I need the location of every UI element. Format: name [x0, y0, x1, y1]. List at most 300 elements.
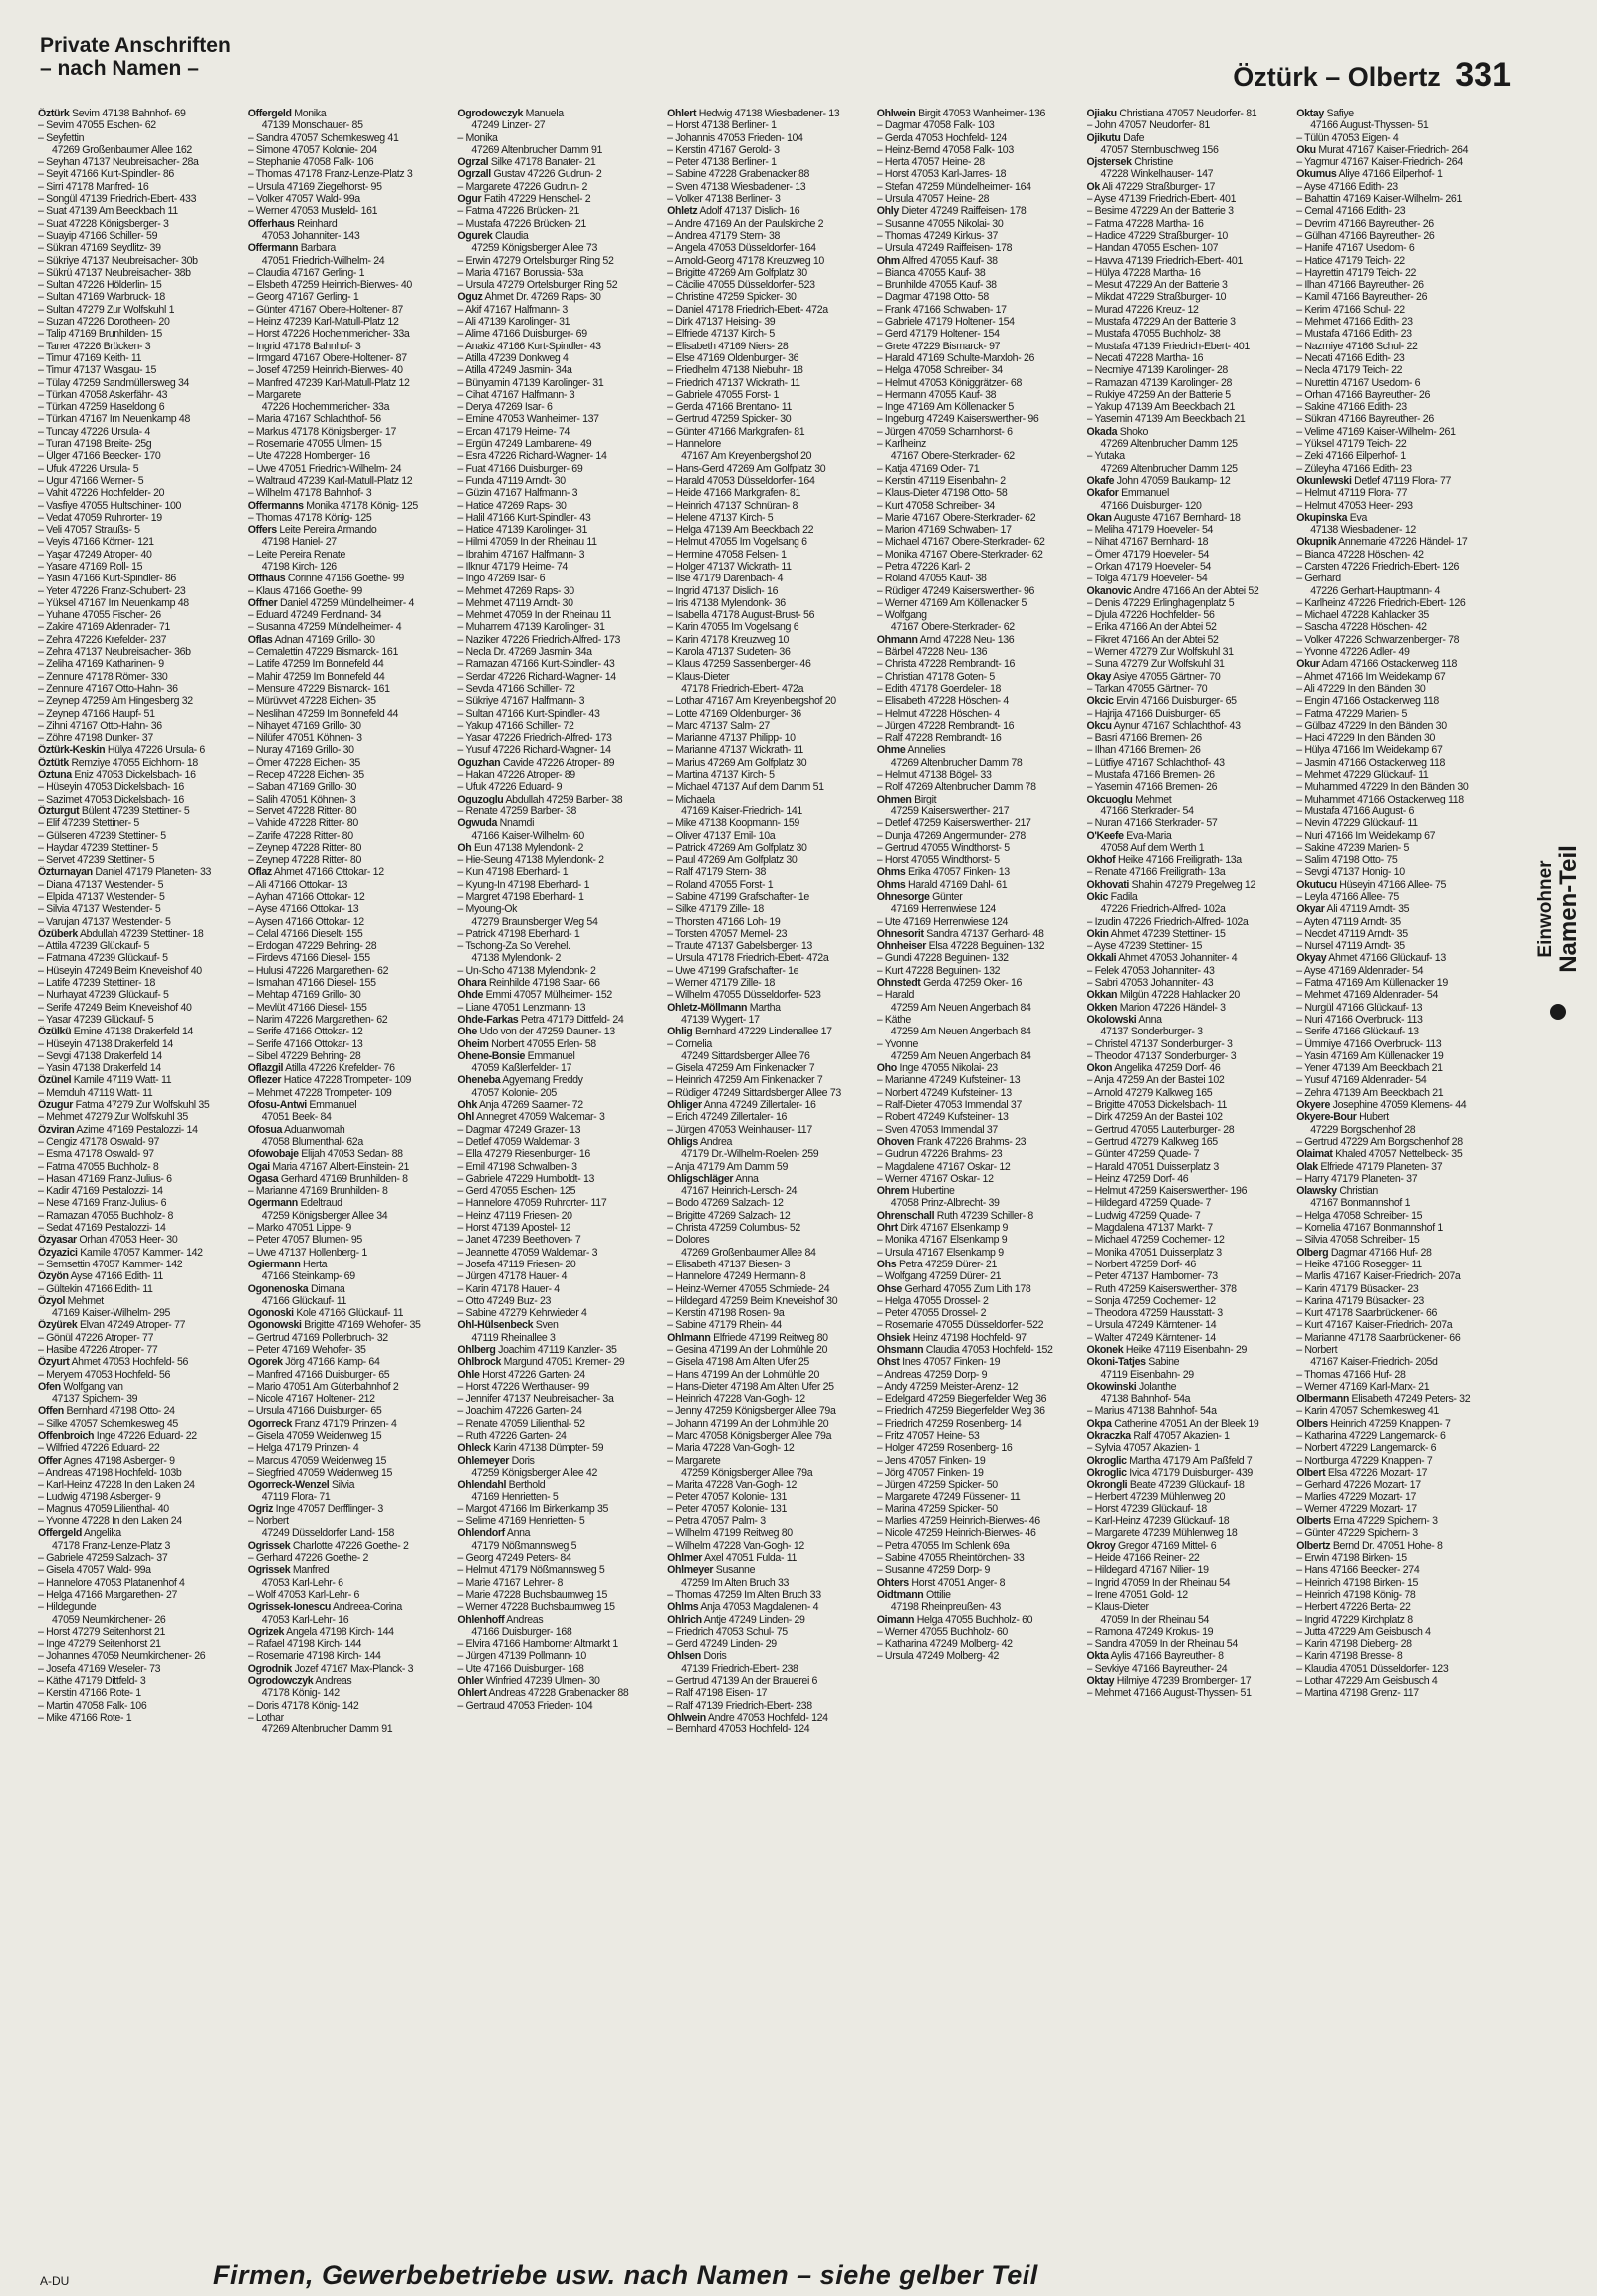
- directory-entry: – Yasemin 47139 Am Beeckbach 21: [1086, 413, 1246, 426]
- directory-entry: – Helga 47055 Drossel- 2: [876, 1294, 989, 1307]
- directory-entry: – Petra 47055 Im Schlenk 69a: [876, 1539, 1010, 1552]
- directory-entry: – Silke 47179 Zille- 18: [667, 903, 764, 916]
- directory-entry: – Ayse 47239 Stettiner- 15: [1086, 940, 1203, 953]
- directory-entry: – Marie 47167 Lehrer- 8: [457, 1576, 563, 1589]
- directory-entry: – Hasibe 47226 Atroper- 77: [38, 1343, 158, 1356]
- directory-entry: – Martina 47137 Kirch- 5: [667, 769, 775, 782]
- directory-entry: – Diana 47137 Westender- 5: [38, 878, 164, 891]
- directory-entry: Ogrissek Charlotte 47226 Goethe- 2: [247, 1539, 409, 1552]
- directory-entry: – Otto 47249 Buz- 23: [457, 1294, 552, 1307]
- directory-entry: – Vahit 47226 Hochfelder- 20: [38, 487, 165, 500]
- directory-entry: Öztürk-Keskin Hülya 47226 Ursula- 6: [38, 744, 205, 757]
- directory-entry: – Else 47169 Oldenburger- 36: [667, 351, 799, 364]
- directory-entry: – Nurgül 47166 Glückauf- 13: [1296, 1001, 1423, 1014]
- directory-entry: – Heide 47166 Reiner- 22: [1086, 1552, 1200, 1565]
- directory-entry: – Heide 47166 Markgrafen- 81: [667, 487, 800, 500]
- directory-entry: Oguz Ahmet Dr. 47269 Raps- 30: [457, 291, 601, 304]
- directory-entry: – Hülya 47228 Martha- 16: [1086, 266, 1201, 279]
- directory-entry: – Nuri 47166 Im Weidekamp 67: [1296, 829, 1436, 842]
- directory-entry: – Klaudia 47051 Düsseldorfer- 123: [1296, 1662, 1449, 1675]
- directory-entry: Ogrodowczyk Manuela: [457, 108, 564, 119]
- directory-entry: – Helmut 47259 Kaiserswerther- 196: [1086, 1185, 1248, 1198]
- directory-entry: 47058 Prinz-Albrecht- 39: [890, 1197, 1000, 1210]
- directory-entry: Özyol Mehmet: [38, 1294, 104, 1307]
- directory-entry: – Margarete 47249 Füssener- 11: [876, 1491, 1021, 1503]
- directory-entry: Ohlendorf Anna: [457, 1527, 531, 1540]
- directory-entry: – Jürgen 47228 Rembrandt- 16: [876, 719, 1015, 732]
- directory-entry: Oh Eun 47138 Mylendonk- 2: [457, 841, 584, 854]
- directory-entry: – Holger 47259 Rosenberg- 16: [876, 1442, 1013, 1455]
- directory-entry: – Roland 47055 Kauf- 38: [876, 573, 987, 585]
- directory-entry: – Hans-Dieter 47198 Am Alten Ufer 25: [667, 1380, 834, 1393]
- directory-entry: – Mike 47138 Koopmann- 159: [667, 817, 799, 830]
- directory-entry: Ohrt Dirk 47167 Elsenkamp 9: [876, 1222, 1009, 1235]
- directory-entry: – Norbert: [1296, 1343, 1338, 1356]
- directory-entry: Ogermann Edeltraud: [247, 1197, 342, 1210]
- directory-entry: Oflezer Hatice 47228 Trompeter- 109: [247, 1074, 412, 1087]
- directory-entry: – Eduard 47249 Ferdinand- 34: [247, 609, 382, 622]
- directory-entry: – Werner 47229 Mozart- 17: [1296, 1502, 1417, 1515]
- directory-entry: 47137 Spichern- 39: [52, 1393, 138, 1406]
- directory-entry: – Ömer 47179 Hoeveler- 54: [1086, 548, 1210, 561]
- directory-entry: 47259 Königsberger Allee 42: [471, 1466, 597, 1479]
- directory-entry: Ohrenschall Ruth 47239 Schiller- 8: [876, 1209, 1033, 1222]
- directory-entry: Ogorek Jörg 47166 Kamp- 64: [247, 1356, 380, 1369]
- directory-entry: Okcic Ervin 47166 Duisburger- 65: [1086, 695, 1237, 708]
- directory-entry: – Ayse 47139 Friedrich-Ebert- 401: [1086, 193, 1237, 206]
- directory-entry: Okur Adam 47166 Ostackerweg 118: [1296, 658, 1458, 671]
- directory-entry: – Maria 47167 Borussia- 53a: [457, 266, 583, 279]
- directory-entry: – Katja 47169 Oder- 71: [876, 462, 980, 475]
- directory-entry: – Celal 47166 Dieselt- 155: [247, 927, 363, 940]
- directory-entry: – Yusuf 47169 Aldenrader- 54: [1296, 1074, 1427, 1087]
- directory-entry: – Inge 47169 Am Köllenacker 5: [876, 401, 1014, 414]
- side-tab-line2: Namen-Teil: [1555, 845, 1582, 973]
- directory-entry: – Anja 47259 An der Bastei 102: [1086, 1074, 1225, 1087]
- directory-entry: Özyasar Orhan 47053 Heer- 30: [38, 1234, 178, 1247]
- directory-entry: – Sabine 47228 Grabenacker 88: [667, 168, 810, 181]
- directory-entry: Ohler Winfried 47239 Ulmen- 30: [457, 1675, 600, 1687]
- directory-entry: – Dolores: [667, 1234, 710, 1247]
- directory-entry: 47053 Johanniter- 143: [261, 229, 360, 242]
- directory-entry: – Martina 47198 Grenz- 117: [1296, 1687, 1419, 1700]
- directory-entry: Ojstersek Christine: [1086, 156, 1173, 169]
- directory-entry: – Hüseyin 47138 Drakerfeld 14: [38, 1037, 173, 1050]
- directory-entry: Ogrzall Gustav 47226 Gudrun- 2: [457, 168, 602, 181]
- directory-entry: – Margarete: [247, 388, 301, 401]
- directory-entry: – Torsten 47057 Memel- 23: [667, 927, 788, 940]
- directory-entry: – Narim 47226 Margarethen- 62: [247, 1013, 388, 1026]
- directory-entry: – Rüdiger 47249 Sittardsberger Allee 73: [667, 1086, 841, 1099]
- directory-entry: Ohly Dieter 47249 Raiffeisen- 178: [876, 205, 1027, 218]
- directory-entry: Ohrem Hubertine: [876, 1185, 955, 1198]
- directory-entry: – Nihayet 47169 Grillo- 30: [247, 719, 361, 732]
- directory-entry: – Ergün 47249 Lambarene- 49: [457, 438, 592, 451]
- directory-entry: – Suat 47139 Am Beeckbach 11: [38, 205, 178, 218]
- directory-entry: Okafor Emmanuel: [1086, 487, 1169, 500]
- directory-entry: – Izudin 47226 Friedrich-Alfred- 102a: [1086, 915, 1249, 928]
- directory-entry: 47259 Im Alten Bruch 33: [681, 1576, 790, 1589]
- directory-entry: – Bianca 47055 Kauf- 38: [876, 266, 986, 279]
- directory-entry: – Jasmin 47166 Ostackerweg 118: [1296, 756, 1446, 769]
- directory-entry: – Klaus 47166 Goethe- 99: [247, 584, 362, 597]
- directory-entry: – Karin 47055 Im Vogelsang 6: [667, 621, 799, 634]
- directory-entry: – Ludwig 47259 Quade- 7: [1086, 1209, 1201, 1222]
- directory-entry: Ohst Ines 47057 Finken- 19: [876, 1356, 1001, 1369]
- directory-entry: – Lothar 47167 Am Kreyenbergshof 20: [667, 695, 836, 708]
- directory-entry: – Rüdiger 47249 Kaiserswerther- 96: [876, 584, 1035, 597]
- directory-entry: – Harald: [876, 989, 915, 1002]
- directory-entry: – Attila 47239 Glückauf- 5: [38, 940, 150, 953]
- directory-entry: – Christa 47259 Columbus- 52: [667, 1222, 800, 1235]
- directory-entry: Ojikutu Dafe: [1086, 131, 1145, 144]
- directory-entry: – Zehra 47139 Am Beeckbach 21: [1296, 1086, 1444, 1099]
- directory-entry: – Nilüfer 47051 Köhnen- 3: [247, 732, 362, 745]
- directory-entry: Ohnheiser Elsa 47228 Beguinen- 132: [876, 940, 1045, 953]
- directory-column: [1087, 108, 1298, 2263]
- directory-entry: – Helmut 47179 Nößmannsweg 5: [457, 1564, 605, 1577]
- directory-entry: – Mehmet 47229 Glückauf- 11: [1296, 769, 1429, 782]
- directory-entry: – Orhan 47166 Bayreuther- 26: [1296, 388, 1431, 401]
- directory-entry: Ogrissek-Ionescu Andreea-Corina: [247, 1601, 402, 1614]
- directory-entry: – Yeter 47226 Franz-Schubert- 23: [38, 584, 186, 597]
- directory-entry: 47167 Obere-Sterkrader- 62: [890, 621, 1015, 634]
- directory-columns: [38, 108, 1506, 2263]
- directory-entry: Özünel Kamile 47119 Watt- 11: [38, 1074, 172, 1087]
- directory-entry: Oidtmann Ottilie: [876, 1588, 951, 1601]
- directory-entry: – Elisabeth 47228 Höschen- 4: [876, 695, 1009, 708]
- directory-entry: – Ramazan 47055 Buchholz- 8: [38, 1209, 174, 1222]
- directory-entry: – Hildegunde: [38, 1601, 97, 1614]
- directory-entry: – Suna 47279 Zur Wolfskuhl 31: [1086, 658, 1225, 671]
- directory-entry: – Sultan 47279 Zur Wolfskuhl 1: [38, 303, 175, 316]
- directory-entry: 47166 Sterkrader- 54: [1100, 804, 1194, 817]
- directory-entry: – Haydar 47239 Stettiner- 5: [38, 841, 158, 854]
- directory-entry: – Kamil 47166 Bayreuther- 26: [1296, 291, 1428, 304]
- directory-entry: Okonek Heike 47119 Eisenbahn- 29: [1086, 1343, 1248, 1356]
- directory-entry: Ogwuda Nnamdi: [457, 817, 535, 830]
- directory-entry: – Kyung-In 47198 Eberhard- 1: [457, 878, 590, 891]
- directory-entry: – Taner 47226 Brücken- 3: [38, 340, 151, 352]
- directory-entry: – Werner 47169 Karl-Marx- 21: [1296, 1380, 1430, 1393]
- directory-entry: Ogriz Inge 47057 Derfflinger- 3: [247, 1502, 383, 1515]
- directory-entry: – Dagmar 47249 Grazer- 13: [457, 1123, 581, 1136]
- directory-entry: 47169 Herrenwiese 124: [890, 903, 996, 916]
- directory-entry: – Mahir 47259 Im Bonnefeld 44: [247, 670, 385, 683]
- directory-entry: – Kerim 47166 Schul- 22: [1296, 303, 1405, 316]
- directory-entry: – Gabriele 47229 Humboldt- 13: [457, 1172, 595, 1185]
- directory-entry: – Elsbeth 47259 Heinrich-Bierwes- 40: [247, 279, 412, 292]
- directory-column: [877, 108, 1088, 2263]
- directory-entry: – Fikret 47166 An der Abtei 52: [1086, 633, 1219, 646]
- directory-entry: Okanovic Andre 47166 An der Abtei 52: [1086, 584, 1259, 597]
- directory-entry: – Yasin 47138 Drakerfeld 14: [38, 1062, 161, 1075]
- directory-entry: – Funda 47119 Arndt- 30: [457, 474, 566, 487]
- directory-entry: Ohnstedt Gerda 47259 Oker- 16: [876, 977, 1023, 990]
- directory-entry: 47119 Flora- 71: [261, 1491, 331, 1503]
- directory-entry: – Necla Dr. 47269 Jasmin- 34a: [457, 646, 592, 659]
- directory-entry: – Salih 47051 Köhnen- 3: [247, 793, 356, 805]
- directory-entry: – Ufuk 47226 Ursula- 5: [38, 462, 139, 475]
- directory-entry: – Helmut 47228 Höschen- 4: [876, 707, 1000, 720]
- directory-entry: – Isabella 47178 August-Brust- 56: [667, 609, 815, 622]
- directory-entry: – Bodo 47269 Salzach- 12: [667, 1197, 784, 1210]
- directory-entry: Offermann Barbara: [247, 242, 336, 255]
- directory-entry: Okyar Ali 47119 Arndt- 35: [1296, 903, 1410, 916]
- directory-entry: – Heinz 47259 Dorf- 46: [1086, 1172, 1189, 1185]
- directory-entry: Offerhaus Reinhard: [247, 217, 338, 230]
- directory-entry: – Heinrich 47228 Van-Gogh- 12: [667, 1393, 805, 1406]
- directory-entry: – Petra 47226 Karl- 2: [876, 560, 971, 573]
- directory-entry: Offen Bernhard 47198 Otto- 24: [38, 1405, 175, 1418]
- directory-entry: – Gudrun 47226 Brahms- 23: [876, 1148, 1003, 1161]
- directory-entry: – Thomas 47249 Kirkus- 37: [876, 229, 998, 242]
- directory-entry: 47169 Kaiser-Friedrich- 141: [681, 804, 802, 817]
- directory-entry: – Sükriye 47137 Neubreisacher- 30b: [38, 254, 198, 267]
- directory-entry: – Nevin 47229 Glückauf- 11: [1296, 817, 1418, 830]
- directory-entry: – Erwin 47279 Ortelsburger Ring 52: [457, 254, 614, 267]
- directory-entry: – Ursula 47166 Duisburger- 65: [247, 1405, 382, 1418]
- directory-entry: – Hermine 47058 Felsen- 1: [667, 548, 787, 561]
- directory-entry: – Gerd 47055 Eschen- 125: [457, 1185, 576, 1198]
- directory-entry: – Georg 47167 Gerling- 1: [247, 291, 359, 304]
- directory-entry: – Lotte 47169 Oldenburger- 36: [667, 707, 801, 720]
- directory-entry: – Marius 47138 Bahnhof- 54a: [1086, 1405, 1217, 1418]
- directory-entry: – Detlef 47259 Kaiserswerther- 217: [876, 817, 1031, 830]
- directory-entry: – Magnus 47059 Lilienthal- 40: [38, 1502, 169, 1515]
- directory-entry: – Thomas 47178 Franz-Lenze-Platz 3: [247, 168, 413, 181]
- directory-entry: 47178 Friedrich-Ebert- 472a: [681, 682, 804, 695]
- directory-entry: – Klaus-Dieter: [1086, 1601, 1149, 1614]
- directory-column: [248, 108, 459, 2263]
- directory-entry: – Hatice 47269 Raps- 30: [457, 499, 567, 512]
- directory-entry: – Nicole 47259 Heinrich-Bierwes- 46: [876, 1527, 1036, 1540]
- directory-entry: – Sakine 47239 Marien- 5: [1296, 841, 1410, 854]
- directory-entry: – Tülay 47259 Sandmüllersweg 34: [38, 376, 190, 389]
- directory-entry: – Jürgen 47178 Hauer- 4: [457, 1270, 568, 1283]
- directory-entry: – Werner 47279 Zur Wolfskuhl 31: [1086, 646, 1234, 659]
- directory-entry: – Ümmiye 47166 Overbruck- 113: [1296, 1037, 1442, 1050]
- directory-entry: – Sevgi 47137 Honig- 10: [1296, 866, 1405, 879]
- directory-column: [667, 108, 878, 2263]
- directory-entry: Okutucu Hüseyin 47166 Allee- 75: [1296, 878, 1447, 891]
- directory-entry: – Ludwig 47198 Asberger- 9: [38, 1491, 161, 1503]
- directory-entry: – Suzan 47226 Dorotheen- 20: [38, 316, 170, 329]
- directory-entry: – Gertrud 47259 Spicker- 30: [667, 413, 792, 426]
- directory-entry: – Lothar 47229 Am Geisbusch 4: [1296, 1675, 1438, 1687]
- directory-entry: – Andreas 47259 Dorp- 9: [876, 1368, 988, 1381]
- directory-entry: – Züleyha 47166 Edith- 23: [1296, 462, 1412, 475]
- directory-entry: Okic Fadila: [1086, 891, 1138, 903]
- directory-entry: – Zihni 47167 Otto-Hahn- 36: [38, 719, 162, 732]
- directory-entry: Özyön Ayse 47166 Edith- 11: [38, 1270, 163, 1283]
- directory-entry: – Mevlüt 47166 Diesel- 155: [247, 1001, 367, 1014]
- directory-entry: – Christa 47228 Rembrandt- 16: [876, 658, 1016, 671]
- directory-entry: – Walter 47249 Kärntener- 14: [1086, 1331, 1216, 1344]
- directory-entry: – Kurt 47058 Schreiber- 34: [876, 499, 995, 512]
- directory-entry: – Marius 47269 Am Golfplatz 30: [667, 756, 807, 769]
- directory-entry: – Petra 47057 Palm- 3: [667, 1515, 766, 1528]
- directory-entry: – Mustafa 47226 Brücken- 21: [457, 217, 586, 230]
- directory-entry: Okoni-Tatjes Sabine: [1086, 1356, 1180, 1369]
- directory-entry: – Mensure 47229 Bismarck- 161: [247, 682, 390, 695]
- directory-entry: – Salim 47198 Otto- 75: [1296, 854, 1398, 867]
- directory-entry: – Arnold-Georg 47178 Kreuzweg 10: [667, 254, 824, 267]
- directory-entry: Ohde Emmi 47057 Mülheimer- 152: [457, 989, 612, 1002]
- directory-entry: – Josefa 47119 Friesen- 20: [457, 1258, 576, 1270]
- directory-entry: – Güzin 47167 Halfmann- 3: [457, 487, 578, 500]
- directory-entry: – Monika 47167 Obere-Sterkrader- 62: [876, 548, 1043, 561]
- page-header-title: [40, 34, 231, 80]
- directory-entry: Ogorreck Franz 47179 Prinzen- 4: [247, 1417, 397, 1430]
- directory-entry: – Ayse 47169 Aldenrader- 54: [1296, 964, 1424, 977]
- directory-entry: – Helga 47179 Prinzen- 4: [247, 1442, 359, 1455]
- directory-entry: Oheim Norbert 47055 Erlen- 58: [457, 1037, 596, 1050]
- directory-entry: Offergeld Monika: [247, 108, 327, 119]
- directory-entry: – Helmut 47119 Flora- 77: [1296, 487, 1408, 500]
- directory-column: [38, 108, 249, 2263]
- directory-entry: – Ahmet 47166 Im Weidekamp 67: [1296, 670, 1446, 683]
- directory-entry: Okcu Aynur 47167 Schlachthof- 43: [1086, 719, 1241, 732]
- directory-entry: 47279 Braunsberger Weg 54: [471, 915, 598, 928]
- directory-entry: – Suat 47228 Königsberger- 3: [38, 217, 169, 230]
- directory-entry: – Hans-Gerd 47269 Am Golfplatz 30: [667, 462, 826, 475]
- directory-entry: Okan Auguste 47167 Bernhard- 18: [1086, 511, 1241, 524]
- directory-entry: Ohlert Andreas 47228 Grabenacker 88: [457, 1687, 629, 1700]
- directory-entry: – Fuat 47166 Duisburger- 69: [457, 462, 583, 475]
- directory-entry: – Basri 47166 Bremen- 26: [1086, 732, 1202, 745]
- directory-entry: Okolowski Anna: [1086, 1013, 1162, 1026]
- directory-entry: 47138 Bahnhof- 54a: [1100, 1393, 1191, 1406]
- directory-entry: – Yasin 47166 Kurt-Spindler- 86: [38, 573, 176, 585]
- directory-entry: – Theodora 47259 Hausstatt- 3: [1086, 1307, 1223, 1320]
- directory-entry: – Kerstin 47198 Rosen- 9a: [667, 1307, 785, 1320]
- directory-entry: – Turan 47198 Breite- 25g: [38, 438, 152, 451]
- directory-entry: – Kurt 47178 Saarbrückener- 66: [1296, 1307, 1438, 1320]
- directory-entry: – Iris 47138 Mylendonk- 36: [667, 596, 786, 609]
- directory-entry: – Helga 47139 Am Beeckbach 22: [667, 524, 814, 537]
- directory-entry: Ohmen Birgit: [876, 793, 937, 805]
- directory-entry: – Muharrem 47139 Karolinger- 31: [457, 621, 605, 634]
- directory-entry: – Mehtap 47169 Grillo- 30: [247, 989, 361, 1002]
- directory-entry: Offergeld Angelika: [38, 1527, 121, 1540]
- directory-entry: Öztürk Sevim 47138 Bahnhof- 69: [38, 108, 186, 119]
- directory-entry: – Semsettin 47057 Kammer- 142: [38, 1258, 183, 1270]
- directory-entry: – Muhammed 47229 In den Bänden 30: [1296, 781, 1469, 794]
- directory-entry: – Volker 47057 Wald- 99a: [247, 193, 360, 206]
- directory-entry: Okkali Ahmet 47053 Johanniter- 4: [1086, 952, 1238, 965]
- directory-entry: Olbermann Elisabeth 47249 Peters- 32: [1296, 1393, 1471, 1406]
- directory-entry: 47226 Hochemmericher- 33a: [261, 401, 390, 414]
- directory-entry: – Günter 47259 Quade- 7: [1086, 1148, 1200, 1161]
- directory-entry: – Yagmur 47167 Kaiser-Friedrich- 264: [1296, 156, 1463, 169]
- directory-entry: – Michael 47167 Obere-Sterkrader- 62: [876, 536, 1045, 549]
- directory-entry: – Zeynep 47228 Ritter- 80: [247, 841, 362, 854]
- directory-entry: 47198 Haniel- 27: [261, 536, 337, 549]
- directory-entry: – Uwe 47137 Hollenberg- 1: [247, 1246, 367, 1259]
- directory-entry: – Janet 47239 Beethoven- 7: [457, 1234, 581, 1247]
- directory-entry: 47059 Neumkirchener- 26: [52, 1613, 166, 1626]
- directory-entry: – Sevda 47166 Schiller- 72: [457, 682, 575, 695]
- directory-entry: – Seyfettin: [38, 131, 85, 144]
- directory-entry: – Leite Pereira Renate: [247, 548, 345, 561]
- directory-entry: – Ingrid 47178 Bahnhof- 3: [247, 340, 361, 352]
- directory-entry: – Johann 47199 An der Lohmühle 20: [667, 1417, 829, 1430]
- directory-entry: – Siegfried 47059 Weidenweg 15: [247, 1466, 393, 1479]
- directory-entry: – Andrea 47179 Stern- 38: [667, 229, 781, 242]
- directory-entry: – Joachim 47226 Garten- 24: [457, 1405, 582, 1418]
- directory-entry: – Gertrud 47229 Am Borgschenhof 28: [1296, 1135, 1463, 1148]
- directory-entry: – Ilknur 47179 Heime- 74: [457, 560, 568, 573]
- directory-entry: – Anja 47179 Am Damm 59: [667, 1160, 789, 1173]
- directory-entry: – Jürgen 47059 Scharnhorst- 6: [876, 425, 1013, 438]
- directory-entry: – Bahattin 47169 Kaiser-Wilhelm- 261: [1296, 193, 1463, 206]
- directory-entry: – Gönül 47226 Atroper- 77: [38, 1331, 154, 1344]
- directory-entry: Okroglic Martha 47179 Am Paßfeld 7: [1086, 1454, 1253, 1467]
- directory-entry: Özturnayan Daniel 47179 Planeten- 33: [38, 866, 212, 879]
- directory-entry: – Katharina 47249 Molberg- 42: [876, 1638, 1013, 1651]
- directory-entry: 47269 Altenbrucher Damm 91: [261, 1723, 393, 1736]
- directory-entry: – Ingrid 47059 In der Rheinau 54: [1086, 1576, 1231, 1589]
- directory-entry: Ogonowski Brigitte 47169 Wehofer- 35: [247, 1319, 421, 1332]
- directory-entry: – Gültekin 47166 Edith- 11: [38, 1282, 153, 1295]
- directory-entry: – Peter 47057 Blumen- 95: [247, 1234, 362, 1247]
- directory-entry: – Mehmet 47166 August-Thyssen- 51: [1086, 1687, 1252, 1700]
- directory-entry: – Maria 47167 Schlachthof- 56: [247, 413, 381, 426]
- directory-entry: – Sylvia 47057 Akazien- 1: [1086, 1442, 1200, 1455]
- directory-entry: – Marlies 47229 Mozart- 17: [1296, 1491, 1417, 1503]
- directory-entry: Olberg Dagmar 47166 Huf- 28: [1296, 1246, 1432, 1259]
- directory-entry: 47166 Duisburger- 120: [1100, 499, 1202, 512]
- directory-entry: – Tolga 47179 Hoeveler- 54: [1086, 573, 1208, 585]
- directory-entry: – Nuri 47166 Overbruck- 113: [1296, 1013, 1423, 1026]
- directory-entry: – Gülhan 47166 Bayreuther- 26: [1296, 229, 1435, 242]
- directory-entry: Okhof Heike 47166 Freiligrath- 13a: [1086, 854, 1242, 867]
- directory-entry: – Norbert: [247, 1515, 289, 1528]
- directory-entry: Ohle Horst 47226 Garten- 24: [457, 1368, 585, 1381]
- directory-entry: Okupnik Annemarie 47226 Händel- 17: [1296, 536, 1468, 549]
- directory-entry: – Hulusi 47226 Margarethen- 62: [247, 964, 389, 977]
- directory-entry: – Esra 47226 Richard-Wagner- 14: [457, 450, 607, 463]
- directory-entry: – Lütfiye 47167 Schlachthof- 43: [1086, 756, 1225, 769]
- directory-entry: – Hans 47199 An der Lohmühle 20: [667, 1368, 819, 1381]
- directory-entry: – Brigitte 47269 Salzach- 12: [667, 1209, 791, 1222]
- directory-entry: – Ufuk 47226 Eduard- 9: [457, 781, 563, 794]
- directory-entry: – Emil 47198 Schwalben- 3: [457, 1160, 577, 1173]
- directory-entry: – Peter 47057 Kolonie- 131: [667, 1502, 787, 1515]
- directory-entry: 47178 König- 142: [261, 1687, 340, 1700]
- directory-entry: – Sabri 47053 Johanniter- 43: [1086, 977, 1214, 990]
- directory-entry: – Dagmar 47198 Otto- 58: [876, 291, 989, 304]
- directory-entry: – Mehmet 47228 Trompeter- 109: [247, 1086, 392, 1099]
- page-number: 331: [1455, 56, 1511, 94]
- directory-entry: 47179 Dr.-Wilhelm-Roelen- 259: [681, 1148, 819, 1161]
- directory-entry: Okon Angelika 47259 Dorf- 46: [1086, 1062, 1221, 1075]
- directory-entry: 47059 In der Rheinau 54: [1100, 1613, 1210, 1626]
- directory-entry: – Gundi 47228 Beguinen- 132: [876, 952, 1009, 965]
- directory-entry: – Hilmi 47059 In der Rheinau 11: [457, 536, 597, 549]
- directory-entry: Ohlig Bernhard 47229 Lindenallee 17: [667, 1026, 832, 1038]
- footer-banner: Firmen, Gewerbebetriebe usw. nach Namen – siehe gelber Teil: [213, 2260, 1038, 2290]
- directory-entry: – Manfred 47166 Duisburger- 65: [247, 1368, 390, 1381]
- directory-entry: – Angela 47053 Düsseldorfer- 164: [667, 242, 816, 255]
- directory-entry: – Zeliha 47169 Katharinen- 9: [38, 658, 164, 671]
- directory-entry: 47051 Friedrich-Wilhelm- 24: [261, 254, 385, 267]
- directory-entry: – Mehmet 47269 Raps- 30: [457, 584, 574, 597]
- directory-entry: – Helga 47166 Margarethen- 27: [38, 1588, 178, 1601]
- directory-entry: Ohse Gerhard 47055 Zum Lith 178: [876, 1282, 1031, 1295]
- directory-entry: – Monika: [457, 131, 498, 144]
